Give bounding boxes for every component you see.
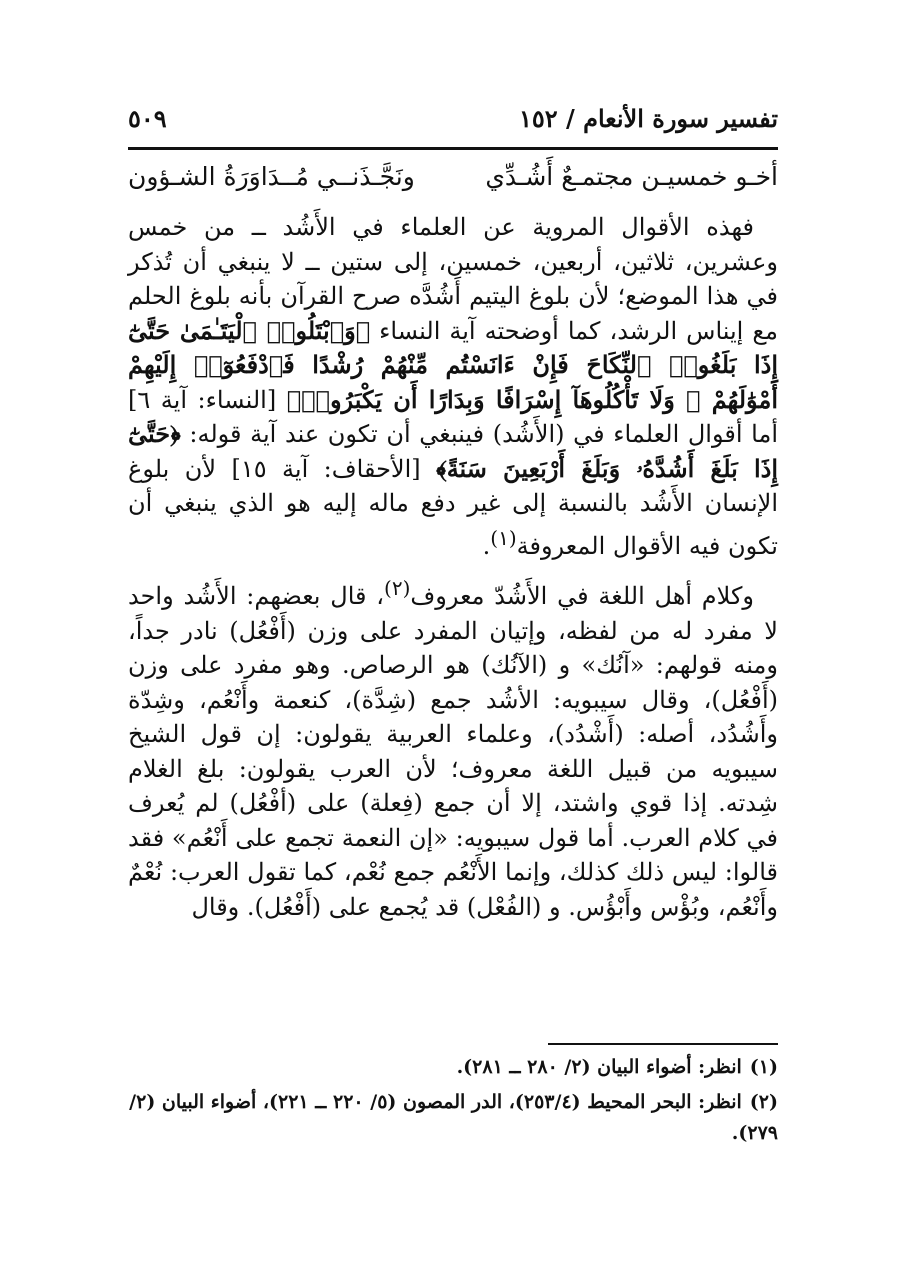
paragraph-text: [النساء: آية ٦] أما أقوال العلماء في (الأَشُد) فينبغي أن تكون عند آية قوله: — [128, 385, 778, 448]
footnote-divider — [548, 1043, 778, 1045]
paragraph-text: ، قال بعضهم: الأَشُد واحد لا مفرد له من لفظه، وإتيان المفرد على وزن (أَفْعُل) نادر جداً، ومنه قولهم: «آنُك» و (الآنُك) هو الرصاص. وهو مفرد على وزن (أَفْعُل)، وقال سيبويه: الأشُد جمع (شِدَّة)، كنعمة وأَنْعُم، وشِدّة وأَشُدُد، أصله: (أَشْدُد)، وعلماء العربية يقولون: إن قول الشيخ سيبويه من قبيل اللغة معروف؛ لأن العرب يقولون: بلغ الغلام شِدته. إذا قوي واشتد، إلا أن جمع (فِعلة) على (أفْعُل) لم يُعرف في كلام العرب. أما قول سيبويه: «إن النعمة تجمع على أَنْعُم» فقد قالوا: ليس ذلك كذلك، وإنما الأَنْعُم جمع نُعْم، كما تقول العرب: نُعْمٌ وأَنْعُم، وبُؤْس وأَبْؤُس. و (الفُعْل) قد يُجمع على (أَفْعُل). وقال — [128, 582, 778, 921]
paragraph-1 — [128, 210, 778, 563]
header-divider — [128, 147, 778, 150]
footnote-reference[interactable]: (٢) — [384, 576, 411, 600]
footnote-text: انظر: البحر المحيط (٢٥٣/٤)، الدر المصون (٥/ ٢٢٠ ــ ٢٢١)، أضواء البيان (٢/ ٢٧٩). — [129, 1091, 778, 1144]
page-header — [128, 104, 778, 144]
quran-verse: ﴿وَٱبْتَلُوا۟ ٱلْيَتَـٰمَىٰ حَتَّىٰٓ إِذَا بَلَغُوا۟ ٱلنِّكَاحَ فَإِنْ ءَانَسْتُم مِّنْهُمْ رُشْدًا فَٱدْفَعُوٓا۟ إِلَيْهِمْ أَمْوَٰلَهُمْ ۖ وَلَا تَأْكُلُوهَآ إِسْرَافًا وَبِدَارًا أَن يَكْبَرُوا۟﴾ — [128, 315, 778, 414]
paragraph-text: . — [482, 531, 491, 560]
footnote-text: انظر: أضواء البيان (٢/ ٢٨٠ ــ ٢٨١). — [456, 1056, 742, 1078]
footnote — [128, 1087, 778, 1149]
verse-first-hemistich: أخـو خمسيـن مجتمـعٌ أَشُـدِّي — [485, 162, 778, 191]
footnote-number: (٢) — [749, 1091, 778, 1113]
main-text — [128, 210, 778, 924]
verse-second-hemistich: ونَجَّـذَنــي مُــدَاوَرَةُ الشـؤون — [128, 162, 415, 191]
paragraph-text: [الأحقاف: آية ١٥] لأن بلوغ الإنسان الأَشُد بالنسبة إلى غير دفع ماله إليه هو الذي ينبغي أن تكون فيه الأقوال المعروفة — [128, 454, 778, 560]
footnote-reference[interactable]: (١) — [490, 525, 517, 550]
quran-verse: ﴿حَتَّىٰٓ إِذَا بَلَغَ أَشُدَّهُۥ وَبَلَغَ أَرْبَعِينَ سَنَةً﴾ — [128, 419, 778, 483]
paragraph-text: فهذه الأقوال المروية عن العلماء في الأَشُد ــ من خمس وعشرين، ثلاثين، أربعين، خمسين، إلى ستين ــ لا ينبغي أن تُذكر في هذا الموضع؛ لأن بلوغ اليتيم أَشُدَّه صرح القرآن بأنه بلوغ الحلم مع إيناس الرشد، كما أوضحته آية النساء — [128, 213, 778, 345]
footnotes — [128, 1052, 778, 1153]
footnote — [128, 1052, 778, 1083]
paragraph-2 — [128, 571, 778, 924]
paragraph-text: وكلام أهل اللغة في الأَشُدّ معروف — [410, 582, 754, 610]
running-title: تفسير سورة الأنعام / ١٥٢ — [518, 104, 778, 133]
page-number: ٥٠٩ — [128, 104, 167, 133]
poetry-verse — [128, 162, 778, 206]
footnote-number: (١) — [749, 1056, 778, 1078]
